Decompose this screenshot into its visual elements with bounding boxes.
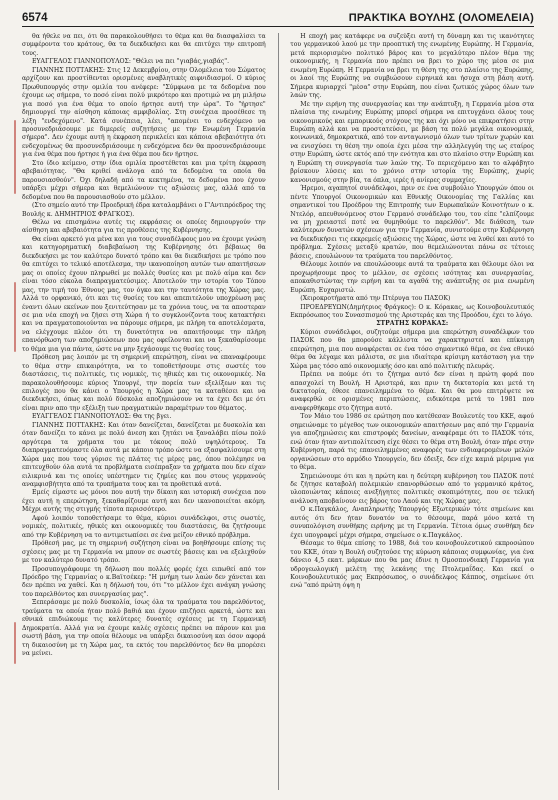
speaker-paragraph: ΓΙΑΝΝΗΣ ΠΟΤΤΑΚΗΣ: Στις 12 Δεκεμβρίου, στην Ολομέλεια του Σώματος αρχίζουν και προστίθενται ορισμένες αναβλητικές αιφνιδιασμοί. Ο κύριος Πρωθυπουργός στην ομιλία του ανέφερε: "Σύμφωνα με τα δεδομένα που έχουμε ως σήμερα, το ποσό είναι πολύ μικρότερο και προτιμώ να μη μιλήσω για ποσό για ένα θέμα το οποίο ήρτησε αυτή την ώρα". Το "ήρτησε" δημιουργεί την αίσθηση κάποιας αμφιβολίας. Στη συνέχεια προσέθεσε τη λέξη "ενδεχόμενο". Κατά συνέπεια, λέει, "απομένει το ενδεχόμενο να προσυνεδριάσουμε με διμερείς συζητήσεις με την Ενωμένη Γερμανία σήμερα". Δεν έχουμε αυτή η έκφραση περικλείει και κάποια αβεβαιότητα ότι ενδεχομένως θα προσυνεδριάσουμε η ενδεχόμενα δεν θα προσυνεδριάσουμε για ένα θέμα που ήρτησε ή για ένα θέμα που δεν ήρτησε. [22, 66, 266, 159]
body-paragraph: Προσυπογράφουμε τη δήλωση που πολλές φορές έχει ειπωθεί από τον Πρόεδρο της Γερμανίας ο κ.Βαϊτσέκερ: "Η μνήμη των λαών δεν χάνεται και δεν πρέπει να χαθεί. Και η δήλωσή του, ότι "το μέλλον έχει ανάγκη γνώσης του παρελθόντος και συνεργασίας μας". [22, 565, 266, 598]
speaker-paragraph: ΕΥΑΓΓΕΛΟΣ ΓΙΑΝΝΟΠΟΥΛΟΣ: Θα της βγει. [32, 413, 172, 421]
page-header [22, 10, 534, 27]
body-paragraph: Πρόθεση μας λοιπόν με τη σημερινή επερώτηση, είναι να επαναφέρουμε το θέμα στην επικαιρότητα, να το τοποθετήσουμε στις σωστές του διαστάσεις, τις πολιτικές, τις νομικές, τις ηθικές και τις οικονομικές. Να παρακολουθήσουμε κύριος Υπουργέ, την πορεία των εξελίξεων και τις επιλογές που θα κάνει ο Υπουργός η Χώρα μας τα καταθέσει και να διεκδικήσει, όπως και πολύ δύσκολα αποζημιώσουν να τα έχει δει με ότι είναι πριν απο την εξέλιξη των πραγματικών παραμέτρων του θέματος. [22, 354, 266, 412]
body-paragraph: Εμείς είμαστε ως μόνοι που αυτή την δίκαιη και ιστορική συνέχεια που έχει αυτή η επερώτηση, ξεκαθαρίζουμε αυτή και δεν ικανοποιείται ακόμη. Μέχρι αυτής της στιγμής τίποτα περισσότερο. [22, 489, 266, 514]
body-paragraph: Θέσαμε το θέμα επίσης το 1988, διά του κοινοβουλευτικού εκπροσώπου του ΚΚΕ, όταν η Βουλή συζητούσε της κύρωση κάποιας συμφωνίας, για ένα δάνειο 4,5 εκατ. μάρκων που θα μας έδινε η Ομοσπονδιακή Γερμανία για υδρογεωλογική μελέτη της λεκάνης της Πτολεμαΐδας. Και εκεί ο Κοινοβουλευτικός μας Εκπρόσωπος, ο συνάδελφος Κάππος, σημείωνε ότι ενώ "από πρώτη όψη η [290, 540, 534, 590]
body-paragraph: Τον Μάιο του 1986 σε ερώτηση που κατέθεσαν Βουλευτές του ΚΚΕ, αφού σημειώναμε το μέγεθος των οικονομικών απαιτήσεων μας από την Γερμανία για αποζημιώσεις και επιστροφές δανείων, αναφέραμε ότι το ΠΑΣΟΚ τότε, ενώ όταν ήταν αντιπολίτευση είχε θέσει το θέμα στη Βουλή, όταν πήρε στην Κυβέρνηση, παρά τις επανειλημμένες αναφορές των ενδιαφερομένων μελών οργανώσεων στο αρμόδιο Υπουργείο, δεν έδειξε, δεν είχε καμιά μέριμνα για το θέμα. [290, 413, 534, 472]
body-paragraph: Αφού λοιπόν τοποθετήσαμε το θέμα, κύριοι συνάδελφοι, στις σωστές, νομικές, πολιτικές, ηθικές και οικονομικές του διαστάσεις, θα ζητήσουμε από την Κυβέρνηση να το αντιμετωπίσει σε ένα μείζον εθνικό πρόβλημα. [22, 514, 266, 539]
right-column [290, 33, 534, 790]
speaker-paragraph: ΓΙΑΝΝΗΣ ΠΟΤΤΑΚΗΣ: Και όταν δανείζεται, δανείζεται με δυσκολία και όταν δανείζει το κάνει με πολύ άνεση και ζητάει να ξαναλάβει πίσω πολύ αργότερα τα χρήματα του με τόκους πολύ υψηλότερους. Τα διαπραγματευόμαστε όλα αυτά με κάποιο τρόπο ώστε να εξασφαλίσουμε στη Χώρα μας που τους γύρισε τις πλάτες τις μέρες μας, όπου πολέμησε να επιτευχθούν όλα αυτά τα προβλήματα εισέπραξαν τα χρήματα που δεν είχαν ειλικρινά και τις οποίες υπέστημεν τις ζημίες και που στους γερμανούς αναμφισβήτητα από τα τρυπήματα τους και τα προθετικά αυτά. [22, 421, 266, 489]
section-heading: ΣΤΡΑΤΗΣ ΚΟΡΑΚΑΣ: [376, 320, 449, 328]
body-paragraph: Θέλουμε λοιπόν να επουλώσουμε αυτά τα τραύματα και θέλουμε όλοι να προχωρήσουμε προς το μέλλον, σε σχέσεις ισότητας και συνεργασίας, αποκαθιστώντας την ειρήνη και τα αγαθά της ανάπτυξης σε μια ενωμένη Ευρώπη. Ευχαριστώ. [290, 261, 534, 294]
column-divider [278, 33, 279, 790]
body-paragraph: θα ήθελε να πει, ότι θα παρακολουθήσει το θέμα και θα διασφαλίσει τα συμφέροντα του κράτους, θα τα διεκδικήσει και θα επιτύχει την επιτροπή τους. [22, 33, 266, 57]
body-paragraph: Η εποχή μας κατάφερε να συζεύξει αυτή τη δύναμη και τις ικανότητες του γερμανικού λαού με την προοπτική της ενωμένης Ευρώπης. Η Γερμανία, μετά περιορισμένο πολιτικό βάρος και το μεγαλύτερο πλέον θέμα της οικονομικής, η Γερμανία που πρέπει να βρει το χώρο της μέσα σε μια ενωμένη Ευρώπη. Η Γερμανία να βρει τη θέση της στο πλαίσιο της Ευρώπης, οι λαοί της Ευρώπης να συμβιώσουν ειρηνικά και ήσυχα στη βάση αυτή. Σήμερα κυριαρχεί "μέσα" στην Ευρώπη, που είναι ζωτικός χώρος όλων των λαών της. [290, 33, 534, 100]
body-paragraph: Θα είναι αρκετό για μένα και για τους συναδέλφους μου να έχουμε γνώση και κατηγορηματική διαβεβαίωση της Κυβέρνησης ότι βέβαιως θα διεκδικήσει με τον καλύτερο δυνατό τρόπο και θα διεκδικήσει με τρόπο που θα επιτύχει το τελικό αποτέλεσμα, την ικανοποίηση αυτών των απαιτήσεων μας οι οποίες έχουν πληρωθεί με πολλές θυσίες και με πολύ αίμα και δεν είναι τόσο εύκολα διαπραγματεύσιμες. Αποτελούν την ιστορία του Τόπου μας, την τιμή του Έθνους μας, τον όγκο και την ταυτότητα της Χώρας μας. Αλλά το ορφανικό, ότι και τις θυσίες του και απεπιτελούν υποχρέωση μας έναντι όλων εκείνων που ξενιτεύτησαν με τα χρόνια τους, να τα αποστεραν σε μια νέα εποχή να ζήσει στη Χώρα ή το συγκλονίζοντα τους κατακτήσει και να πραγματοποιούνται να πάρουμε σήμερα, με πλήρη τα αποτελέσματα, να ελέγχουμε πλέον ότι τη δυνατότητα να απαιτήσουμε την πλήρη επανόρθωση των αποζημιώσεων που μας οφείλονται και να ξεκαθαρίσουμε το θέμα μια για πάντα, ώστε να μην ξεχάσουμε τις θυσίες τους. [22, 235, 266, 353]
speaker-paragraph: ΠΡΟΕΔΡΕΥΩΝ(Δημήτριος Φράγκος): Ο κ. Κόρακας, ως Κοινοβουλευτικός Εκπρόσωπος του Συνασπισμού της Αριστεράς και της Προόδου, έχει το λόγο. [290, 303, 534, 319]
body-paragraph: (Χειροκροτήματα από την Πτέρυγα του ΠΑΣΟΚ) [300, 295, 451, 303]
body-paragraph: Ξεπεράσαμε με πολύ δυσκολία, ίσως όλα τα τραύματα του παρελθόντος, τραύματα τα οποία ήταν πολύ βαθιά και έχουν επιζήσει αρκετά, ώστε και εθνικά επιδιώκουμε τις καλύτερες δυνατές σχέσεις με τη Γερμανική Δημοκρατία. Αλλά για να έχουμε καλές σχέσεις πρέπει να πάρουν και μια σωστή βάση, για την οποία θέλουμε να υπάρξει δικαιοσύνη και όσον αφορά τη δικαιοσύνη με τη Χώρα μας, τα εκτός του παρελθόντος δεν θα μπορέσει να μείνει. [22, 599, 266, 658]
body-paragraph: Ο κ.Παγκάλος, Αναπληρωτής Υπουργός Εξωτερικών τότε σημείωνε και αυτός ότι δεν ήταν δυνατόν να το θέσουμε, παρά μόνο κατά τη συνυπολόγιση συνθήκης ειρήνης με τη Γερμανία. Τέτοια όμως συνθήκη δεν έχει υπογραφεί μέχρι σήμερα, σημείωσε ο κ.Παγκάλος. [290, 506, 534, 539]
body-paragraph: Στο ίδιο κείμενο, στην ίδια ομιλία προστέθεται και μια τρίτη έκφραση αβεβαιότητας. "Θα κριθεί ανάλογα από τα δεδομένα τα οποία θα παρουσιασθούν". Όχι δηλαδή από τα κεκτημένα, τα δεδομένα που έχουν υπάρξει μέχρι σήμερα και θεμελιώνουν τις αξιώσεις μας, αλλά από τα δεδομένα που θα παρουσιασθούν στο μέλλον. [22, 159, 266, 201]
text-columns [22, 33, 534, 790]
body-paragraph: Με την ειρήνη της συνεργασίας και την ανάπτυξη, η Γερμανία μέσα στα πλαίσια της ενωμένης Ευρώπης μπορεί σήμερα να επιτυγχάνει όλους τους οικονομικούς και εμπορικούς στόχους της και όχι μόνο να επικρατήσει στην Ευρώπη αλλά και να προστατεύσει, με βάση τα πολύ μεγάλα οικονομικά, κοινωνικά, δημοκρατικά, από τον ανταγωνισμό όλων των τρίτων χωρών και να ενισχύσει τη θέση την οποία έχει μέσα την αλληλεγγύη της ως εταίρος στην Ευρώπη, ώστε εκτός από την ενότητα και στο πλαίσιο στην Ευρώπη και η Ευρώπη τη συνεργασία των λαών της. Το περιεχόμενο και το αλφάβητο βρίσκουν λύσεις και το χρόνιο στην ιστορία της Ευρώπης, χωρίς κανονισμούς στην βία, τα όπλα, ιερές ή ανίερες συμμαχίες. [290, 100, 534, 184]
margin-annotation-mark [14, 622, 16, 664]
body-paragraph: Σημειώνουμε ότι και η πρώτη και η δεύτερη κυβέρνηση του ΠΑΣΟΚ ποτέ δε ζήτησε καταβολή πολεμικών επανορθώσεων από το γερμανικό κράτος, υλοποιώντας κάποιες ανεξήγητες πολιτικές σκοπιμότητες, που σε τελική ανάλυση αποβαίνουν εις βάρος του Λαού και της Χώρας μας. [290, 472, 534, 505]
page-number: 6574 [22, 12, 48, 24]
body-paragraph: Πρόθεσή μας, με τη σημερινή συζήτηση είναι να βοηθήσουμε επίσης τις σχέσεις μας με τη Γερμανία να μπουν σε σωστές βάσεις και να εξελιχθούν με τον καλύτερο δυνατό τρόπο. [22, 540, 266, 565]
body-paragraph: Ήρεμοι, αγαπητοί συνάδελφοι, πριν σε ένα συμβούλιο Υπουργών όπου οι πέντε Υπουργοί Οικονομικών και Εθνικής Οικονομίας της Γαλλίας και σημαντικοί του Προέδρου της Επιτροπής των Ευρωπαϊκών Κοινοτήτων ο κ. Ντελόρ, απευθυνόμενος στον Γερμανό συνάδελφο του, του είπε "ελπίζουμε να μη χρειαστεί ποτέ να θυμηθούμε το παρελθόν". Με διάθεση, των καλύτερων δυνατών σχέσεων για την Γερμανία, συνιστούμε στην Κυβέρνηση να διεκδικήσει τις εκκρεμείς αξιώσεις της Χώρας, ώστε να λυθεί και αυτό το πρόβλημα. Σχέσεις μεταξύ κρατών, που θεμελιώνονται πάνω σε τέτοιες βάσεις, επουλώνουν τα τραύματα του παρελθόντος. [290, 185, 534, 260]
body-paragraph: Πρέπει να πούμε ότι το ζήτημα αυτό δεν είναι η πρώτη φορά που απασχολεί τη Βουλή. Η Αριστερά, και πριν τη δικτατορία και μετά τη δικτατορία, έθεσε επανειλημμένα το θέμα. Και θα μου επιτρέψετε να αναφερθώ σε ορισμένες περιπτώσεις, ειδικότερα μετά το 1981 που αναφερθήκαμε στο ζήτημα αυτό. [290, 371, 534, 412]
margin-annotation-mark [14, 120, 16, 194]
body-paragraph: (Στο σημείο αυτό την Προεδρική έδρα καταλαμβάνει ο Γ'Αντιπρόεδρος της Βουλής κ. ΔΗΜΗΤΡΙΟΣ ΦΡΑΓΚΟΣ). [22, 202, 266, 218]
speaker-paragraph: ΕΥΑΓΓΕΛΟΣ ΓΙΑΝΝΟΠΟΥΛΟΣ: "Θέλει να πει "γιαβάς,γιαβάς". [32, 58, 230, 66]
body-paragraph: Κύριοι συνάδελφοι, συζητούμε σήμερα μια επερώτηση συναδέλφων του ΠΑΣΟΚ που θα μπορούσε κάλλιστα να χαρακτηριστεί και επίκαιρη επερώτηση, μια που αναφέρεται σε ένα τόσο σημαντικό θέμα, σε ένα εθνικό θέμα θα λέγαμε και μάλιστα, σε μια ιδιαίτερα κρίσιμη κατάσταση για την Χώρα μας τόσο από οικονομικής όσο και από πολιτικής πλευράς. [290, 328, 534, 370]
left-column [22, 33, 266, 790]
body-paragraph: Θέλω να επισημάνω αυτές τις εκφράσεις οι οποίες δημιουργούν την αίσθηση και αβεβαιότητα για τις προθέσεις της Κυβέρνησης. [22, 218, 266, 235]
running-title: ΠΡΑΚΤΙΚΑ ΒΟΥΛΗΣ (ΟΛΟΜΕΛΕΙΑ) [348, 12, 534, 24]
margin-annotation-mark [14, 282, 16, 352]
